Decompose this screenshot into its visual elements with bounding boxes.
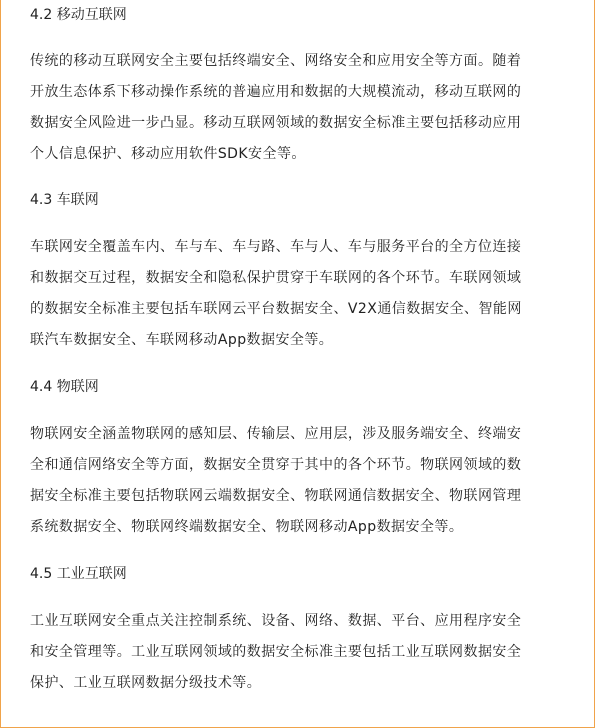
paragraph-line: 数据安全风险进一步凸显。移动互联网领域的数据安全标准主要包括移动应用 bbox=[30, 115, 522, 131]
paragraph-line: 工业互联网安全重点关注控制系统、设备、网络、数据、平台、应用程序安全 bbox=[30, 613, 522, 629]
paragraph-line: 和安全管理等。工业互联网领域的数据安全标准主要包括工业互联网数据安全 bbox=[30, 644, 522, 660]
paragraph-line: 物联网安全涵盖物联网的感知层、传输层、应用层，涉及服务端安全、终端安 bbox=[30, 426, 522, 442]
paragraph-line: 据安全标准主要包括物联网云端数据安全、物联网通信数据安全、物联网管理 bbox=[30, 488, 522, 504]
paragraph-line: 开放生态体系下移动操作系统的普遍应用和数据的大规模流动，移动互联网的 bbox=[30, 84, 522, 100]
paragraph-line: 车联网安全覆盖车内、车与车、车与路、车与人、车与服务平台的全方位连接 bbox=[30, 239, 522, 255]
paragraph-line: 全和通信网络安全等方面，数据安全贯穿于其中的各个环节。物联网领域的数 bbox=[30, 457, 522, 473]
paragraph-line: 个人信息保护、移动应用软件SDK安全等。 bbox=[30, 146, 306, 162]
paragraph-line: 保护、工业互联网数据分级技术等。 bbox=[30, 675, 262, 691]
section-heading-connected-vehicles: 4.3 车联网 bbox=[30, 192, 99, 208]
section-heading-iot: 4.4 物联网 bbox=[30, 379, 99, 395]
section-heading-industrial-internet: 4.5 工业互联网 bbox=[30, 566, 127, 582]
section-heading-mobile-internet: 4.2 移动互联网 bbox=[30, 7, 127, 23]
paragraph-line: 的数据安全标准主要包括车联网云平台数据安全、V2X通信数据安全、智能网 bbox=[30, 301, 522, 317]
paragraph-line: 和数据交互过程，数据安全和隐私保护贯穿于车联网的各个环节。车联网领域 bbox=[30, 270, 522, 286]
paragraph-line: 系统数据安全、物联网终端数据安全、物联网移动App数据安全等。 bbox=[30, 519, 464, 535]
paragraph-line: 联汽车数据安全、车联网移动App数据安全等。 bbox=[30, 332, 334, 348]
paragraph-line: 传统的移动互联网安全主要包括终端安全、网络安全和应用安全等方面。随着 bbox=[30, 53, 522, 69]
